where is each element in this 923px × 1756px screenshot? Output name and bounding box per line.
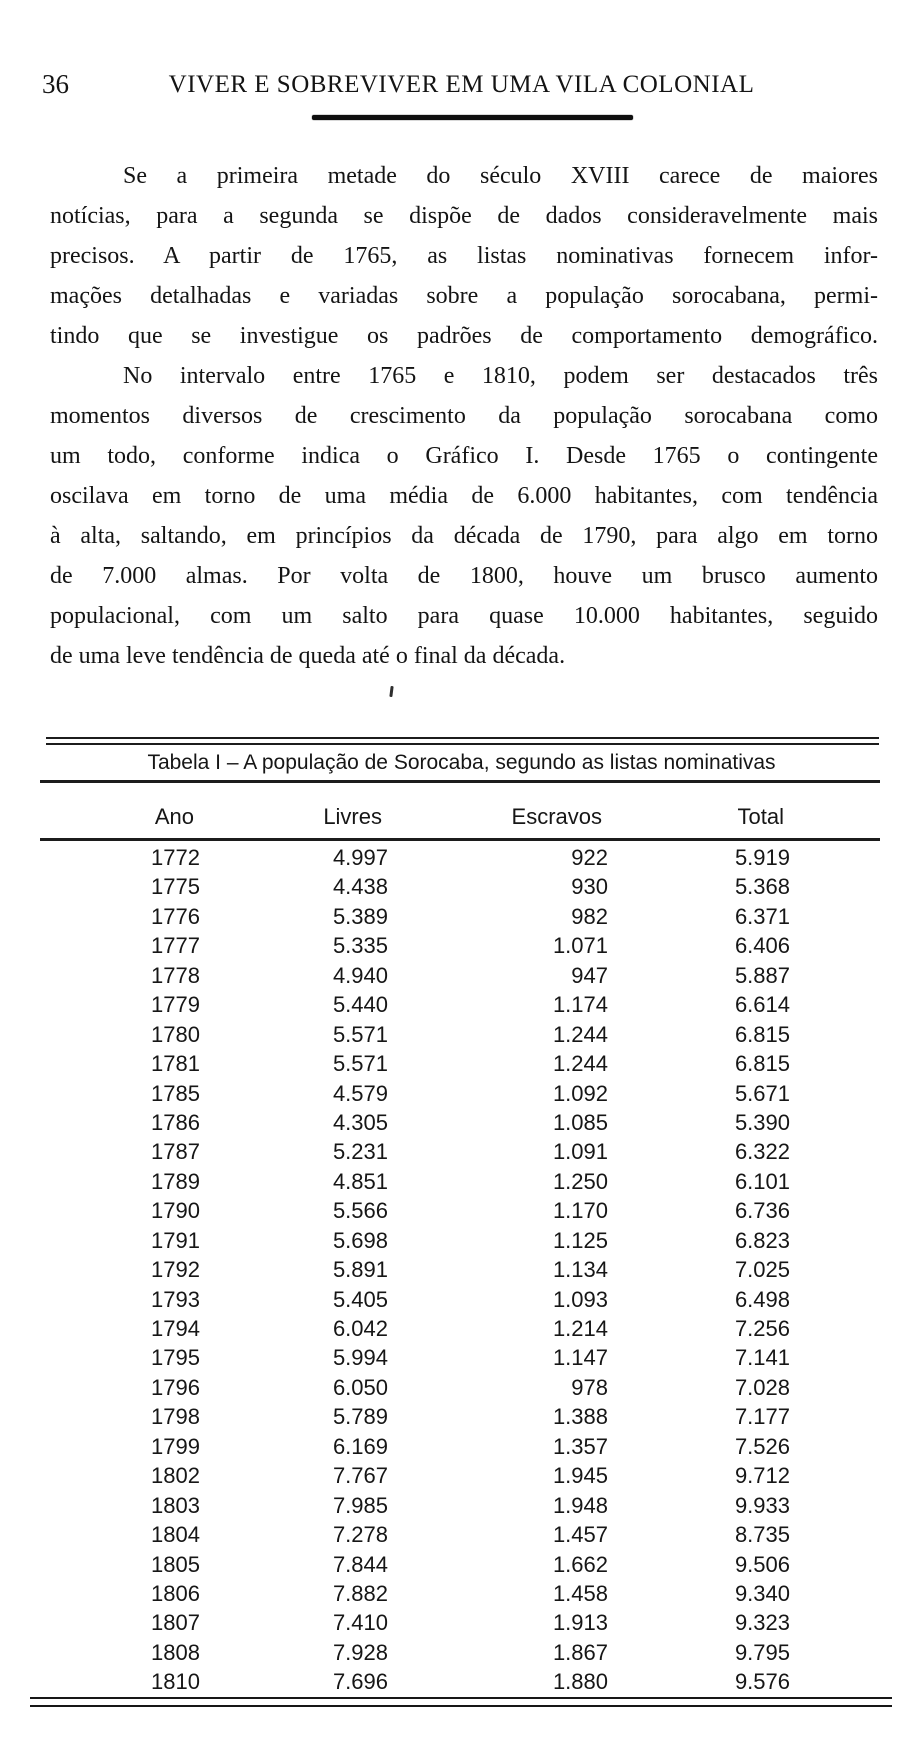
column-header-escravos: Escravos xyxy=(511,804,602,829)
table-cell: 6.169 xyxy=(332,1433,388,1459)
table-cell: 5.698 xyxy=(332,1227,388,1253)
table-row xyxy=(48,1667,878,1696)
table-cell: 6.042 xyxy=(332,1316,388,1341)
table-cell: 6.614 xyxy=(734,992,790,1018)
table-cell: 1785 xyxy=(151,1080,200,1106)
table-cell: 1803 xyxy=(151,1492,200,1518)
table-cell: 922 xyxy=(571,845,608,870)
table-cell: 7.141 xyxy=(734,1345,790,1371)
table-cell: 1.913 xyxy=(552,1610,608,1636)
table-caption: Tabela I – A população de Sorocaba, segundo as listas nominativas xyxy=(147,751,776,774)
table-cell: 1.244 xyxy=(552,1051,608,1077)
table-cell: 1.948 xyxy=(552,1492,608,1518)
table-cell: 1.147 xyxy=(552,1345,608,1371)
table-cell: 930 xyxy=(571,874,608,900)
table-row xyxy=(48,1343,878,1372)
table-cell: 1795 xyxy=(151,1345,200,1371)
table-cell: 4.305 xyxy=(332,1109,388,1135)
table-cell: 9.340 xyxy=(734,1580,790,1606)
table-cell: 947 xyxy=(571,962,608,988)
table-cell: 1.662 xyxy=(552,1551,608,1577)
table-row xyxy=(48,961,878,990)
paragraph-1-line: notícias, para a segunda se dispõe de dados consideravelmente mais xyxy=(50,203,878,229)
table-cell: 1796 xyxy=(151,1374,200,1400)
paragraph-1-line: Se a primeira metade do século XVIII carece de maiores xyxy=(123,163,878,189)
table-cell: 5.571 xyxy=(332,1021,388,1047)
table-cell: 7.696 xyxy=(332,1669,388,1695)
table-cell: 1777 xyxy=(151,933,200,959)
table-cell: 1779 xyxy=(151,992,200,1018)
table-cell: 1.214 xyxy=(552,1316,608,1341)
scan-artifact-mark xyxy=(389,686,393,697)
table-cell: 6.823 xyxy=(734,1227,790,1253)
table-header-row xyxy=(48,797,878,837)
table-cell: 9.576 xyxy=(734,1669,790,1695)
table-cell: 5.891 xyxy=(332,1257,388,1283)
table-cell: 9.795 xyxy=(734,1639,790,1665)
table-row xyxy=(48,1285,878,1314)
table-cell: 1799 xyxy=(151,1433,200,1459)
table-cell: 7.985 xyxy=(332,1492,388,1518)
table-cell: 1.880 xyxy=(552,1669,608,1695)
table-cell: 1.174 xyxy=(552,992,608,1018)
table-cell: 5.231 xyxy=(332,1139,388,1165)
table-cell: 1780 xyxy=(151,1021,200,1047)
title-underline xyxy=(312,115,633,120)
table-cell: 7.256 xyxy=(734,1316,790,1341)
table-cell: 1807 xyxy=(151,1610,200,1636)
table-cell: 1.250 xyxy=(552,1168,608,1194)
table-cell: 5.566 xyxy=(332,1198,388,1224)
table-row xyxy=(48,872,878,901)
header-divider-rule xyxy=(40,838,880,841)
table-cell: 1794 xyxy=(151,1316,200,1341)
table-cell: 1804 xyxy=(151,1522,200,1548)
table-cell: 1.071 xyxy=(552,933,608,959)
table-cell: 1808 xyxy=(151,1639,200,1665)
table-cell: 8.735 xyxy=(734,1522,790,1548)
table-cell: 1778 xyxy=(151,962,200,988)
table-cell: 1.134 xyxy=(552,1257,608,1283)
table-cell: 1.867 xyxy=(552,1639,608,1665)
table-cell: 1802 xyxy=(151,1463,200,1489)
table-cell: 1787 xyxy=(151,1139,200,1165)
column-header-total: Total xyxy=(737,804,784,829)
table-row xyxy=(48,1550,878,1579)
caption-divider-rule xyxy=(40,780,880,783)
table-cell: 1789 xyxy=(151,1168,200,1194)
table-cell: 1806 xyxy=(151,1580,200,1606)
table-cell: 4.579 xyxy=(332,1080,388,1106)
table-row xyxy=(48,1255,878,1284)
table-cell: 6.050 xyxy=(332,1374,388,1400)
table-cell: 5.789 xyxy=(332,1404,388,1430)
table-cell: 4.940 xyxy=(332,962,388,988)
table-cell: 1.244 xyxy=(552,1021,608,1047)
table-cell: 4.997 xyxy=(332,845,388,870)
table-cell: 7.028 xyxy=(734,1374,790,1400)
table-row xyxy=(48,1079,878,1108)
table-cell: 1.457 xyxy=(552,1522,608,1548)
running-title: VIVER E SOBREVIVER EM UMA VILA COLONIAL xyxy=(168,71,755,98)
table-cell: 6.322 xyxy=(734,1139,790,1165)
table-cell: 5.440 xyxy=(332,992,388,1018)
paragraph-2-line: momentos diversos de crescimento da população sorocabana como xyxy=(50,403,878,429)
table-row xyxy=(48,902,878,931)
table-row xyxy=(48,1638,878,1667)
paragraph-1-line: precisos. A partir de 1765, as listas nominativas fornecem infor- xyxy=(50,243,878,269)
table-cell: 9.323 xyxy=(734,1610,790,1636)
table-body xyxy=(48,843,878,1697)
table-cell: 1.388 xyxy=(552,1404,608,1430)
table-cell: 1.093 xyxy=(552,1286,608,1312)
table-cell: 6.736 xyxy=(734,1198,790,1224)
table-cell: 1.092 xyxy=(552,1080,608,1106)
table-cell: 9.712 xyxy=(734,1463,790,1489)
table-bottom-rule xyxy=(30,1697,892,1707)
table-row xyxy=(48,1196,878,1225)
table-cell: 1.170 xyxy=(552,1198,608,1224)
table-row xyxy=(48,1461,878,1490)
paragraph-2-line: No intervalo entre 1765 e 1810, podem ser destacados três xyxy=(123,363,878,389)
paragraph-1-line: mações detalhadas e variadas sobre a população sorocabana, permi- xyxy=(50,283,878,309)
table-row xyxy=(48,1491,878,1520)
table-cell: 6.406 xyxy=(734,933,790,959)
table-cell: 1793 xyxy=(151,1286,200,1312)
table-cell: 6.101 xyxy=(734,1168,790,1194)
table-cell: 1.357 xyxy=(552,1433,608,1459)
table-cell: 1.125 xyxy=(552,1227,608,1253)
table-cell: 7.844 xyxy=(332,1551,388,1577)
table-row xyxy=(48,1020,878,1049)
table-row xyxy=(48,1432,878,1461)
table-row xyxy=(48,1226,878,1255)
table-cell: 5.405 xyxy=(332,1286,388,1312)
table-cell: 1781 xyxy=(151,1051,200,1077)
table-cell: 1805 xyxy=(151,1551,200,1577)
table-cell: 1.458 xyxy=(552,1580,608,1606)
table-top-rule xyxy=(46,737,879,745)
table-cell: 1790 xyxy=(151,1198,200,1224)
table-cell: 7.025 xyxy=(734,1257,790,1283)
table-cell: 9.506 xyxy=(734,1551,790,1577)
body-text xyxy=(50,156,878,676)
table-cell: 4.851 xyxy=(332,1168,388,1194)
table-cell: 5.571 xyxy=(332,1051,388,1077)
table-cell: 5.887 xyxy=(734,962,790,988)
paragraph-2-line: de 7.000 almas. Por volta de 1800, houve um brusco aumento xyxy=(50,563,878,589)
table-cell: 9.933 xyxy=(734,1492,790,1518)
table-row xyxy=(48,843,878,872)
table-row xyxy=(48,1608,878,1637)
table-row xyxy=(48,990,878,1019)
table-cell: 7.410 xyxy=(332,1610,388,1636)
table-cell: 5.671 xyxy=(734,1080,790,1106)
table-cell: 978 xyxy=(571,1374,608,1400)
table-cell: 6.815 xyxy=(734,1021,790,1047)
table-cell: 6.371 xyxy=(734,903,790,929)
table-cell: 7.882 xyxy=(332,1580,388,1606)
table-row xyxy=(48,1049,878,1078)
table-cell: 1.091 xyxy=(552,1139,608,1165)
column-header-ano: Ano xyxy=(154,804,194,829)
table-row xyxy=(48,1167,878,1196)
table-cell: 4.438 xyxy=(332,874,388,900)
table-cell: 1.945 xyxy=(552,1463,608,1489)
paragraph-2-line: à alta, saltando, em princípios da década de 1790, para algo em torno xyxy=(50,523,878,549)
table-cell: 5.994 xyxy=(332,1345,388,1371)
table-cell: 5.919 xyxy=(734,845,790,870)
paragraph-2-line: de uma leve tendência de queda até o final da década. xyxy=(50,643,566,669)
table-cell: 1792 xyxy=(151,1257,200,1283)
table-cell: 5.335 xyxy=(332,933,388,959)
table-cell: 5.368 xyxy=(734,874,790,900)
table-cell: 1786 xyxy=(151,1109,200,1135)
table-row xyxy=(48,1579,878,1608)
table-cell: 982 xyxy=(571,903,608,929)
table-cell: 5.389 xyxy=(332,903,388,929)
column-header-livres: Livres xyxy=(323,804,382,829)
paragraph-2-line: um todo, conforme indica o Gráfico I. Desde 1765 o contingente xyxy=(50,443,878,469)
table-cell: 7.928 xyxy=(332,1639,388,1665)
table-row xyxy=(48,1373,878,1402)
table-cell: 7.526 xyxy=(734,1433,790,1459)
table-cell: 7.177 xyxy=(734,1404,790,1430)
table-cell: 6.498 xyxy=(734,1286,790,1312)
table-row xyxy=(48,1108,878,1137)
table-cell: 1810 xyxy=(151,1669,200,1695)
paragraph-1-line: tindo que se investigue os padrões de comportamento demográfico. xyxy=(50,323,878,349)
table-row xyxy=(48,1137,878,1166)
table-cell: 1.085 xyxy=(552,1109,608,1135)
table-row xyxy=(48,1314,878,1343)
table-cell: 5.390 xyxy=(734,1109,790,1135)
paragraph-2-line: oscilava em torno de uma média de 6.000 habitantes, com tendência xyxy=(50,483,878,509)
table-cell: 1798 xyxy=(151,1404,200,1430)
table-cell: 6.815 xyxy=(734,1051,790,1077)
table-cell: 7.278 xyxy=(332,1522,388,1548)
table-row xyxy=(48,1402,878,1431)
table-cell: 1772 xyxy=(151,845,200,870)
page-number: 36 xyxy=(42,69,69,99)
table-row xyxy=(48,1520,878,1549)
table-row xyxy=(48,931,878,960)
table-cell: 1775 xyxy=(151,874,200,900)
table-cell: 1776 xyxy=(151,903,200,929)
table-cell: 7.767 xyxy=(332,1463,388,1489)
paragraph-2-line: populacional, com um salto para quase 10.000 habitantes, seguido xyxy=(50,603,878,629)
table-cell: 1791 xyxy=(151,1227,200,1253)
